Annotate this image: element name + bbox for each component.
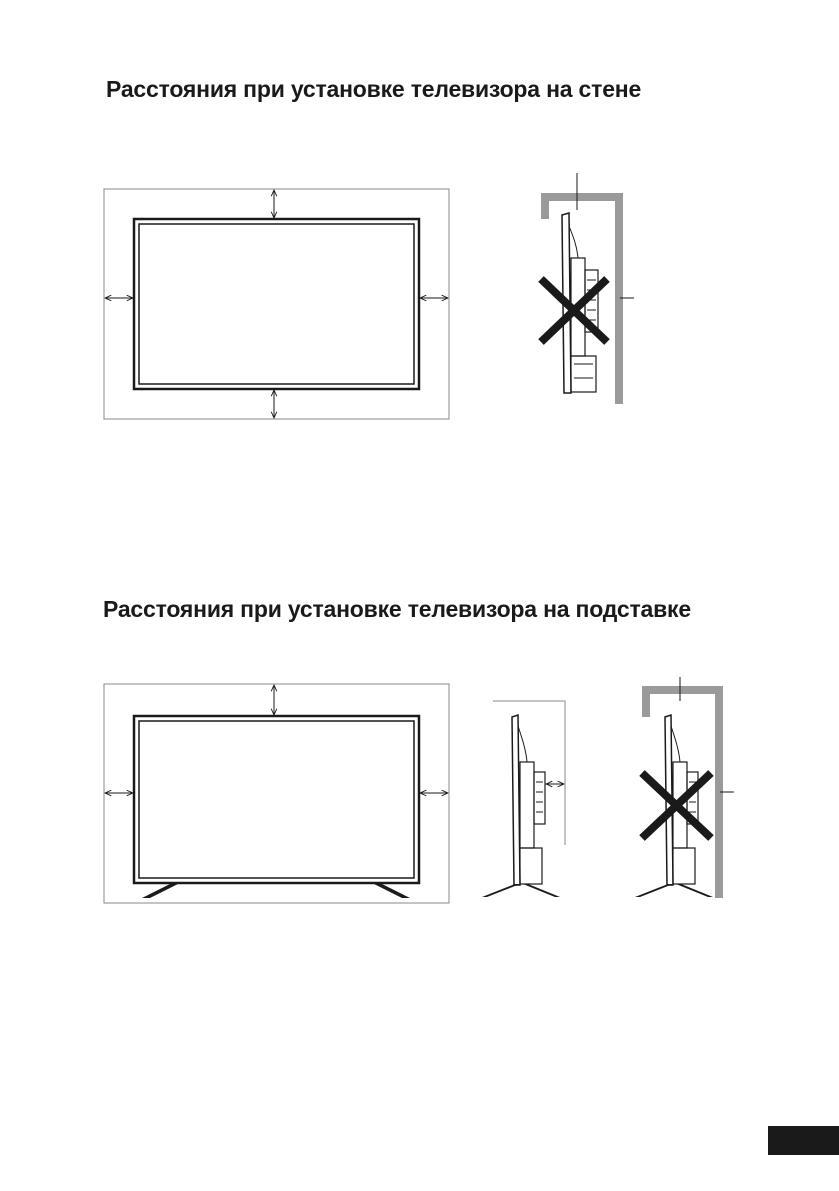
wall-side-view-diagram xyxy=(541,173,634,404)
tv-front-icon xyxy=(134,219,419,389)
tv-side-icon xyxy=(512,715,545,885)
page-tab-marker xyxy=(768,1126,839,1155)
cross-icon xyxy=(541,279,607,342)
wall-niche-icon xyxy=(646,690,719,898)
tv-front-icon xyxy=(134,716,419,883)
stand-side-view-wrong-diagram xyxy=(635,677,734,898)
stand-leg-icon xyxy=(635,884,713,897)
heading-wall-mount: Расстояния при установке телевизора на стене xyxy=(106,76,642,102)
stand-leg-icon xyxy=(482,884,560,897)
wall-outline-icon xyxy=(493,701,565,845)
stand-front-view-diagram xyxy=(104,684,449,903)
wall-front-view-diagram xyxy=(104,189,449,419)
stand-leg-icon xyxy=(142,883,410,898)
cross-icon xyxy=(642,773,711,838)
stand-side-view-correct-diagram xyxy=(482,701,565,897)
heading-stand-mount: Расстояния при установке телевизора на подставке xyxy=(103,596,691,622)
